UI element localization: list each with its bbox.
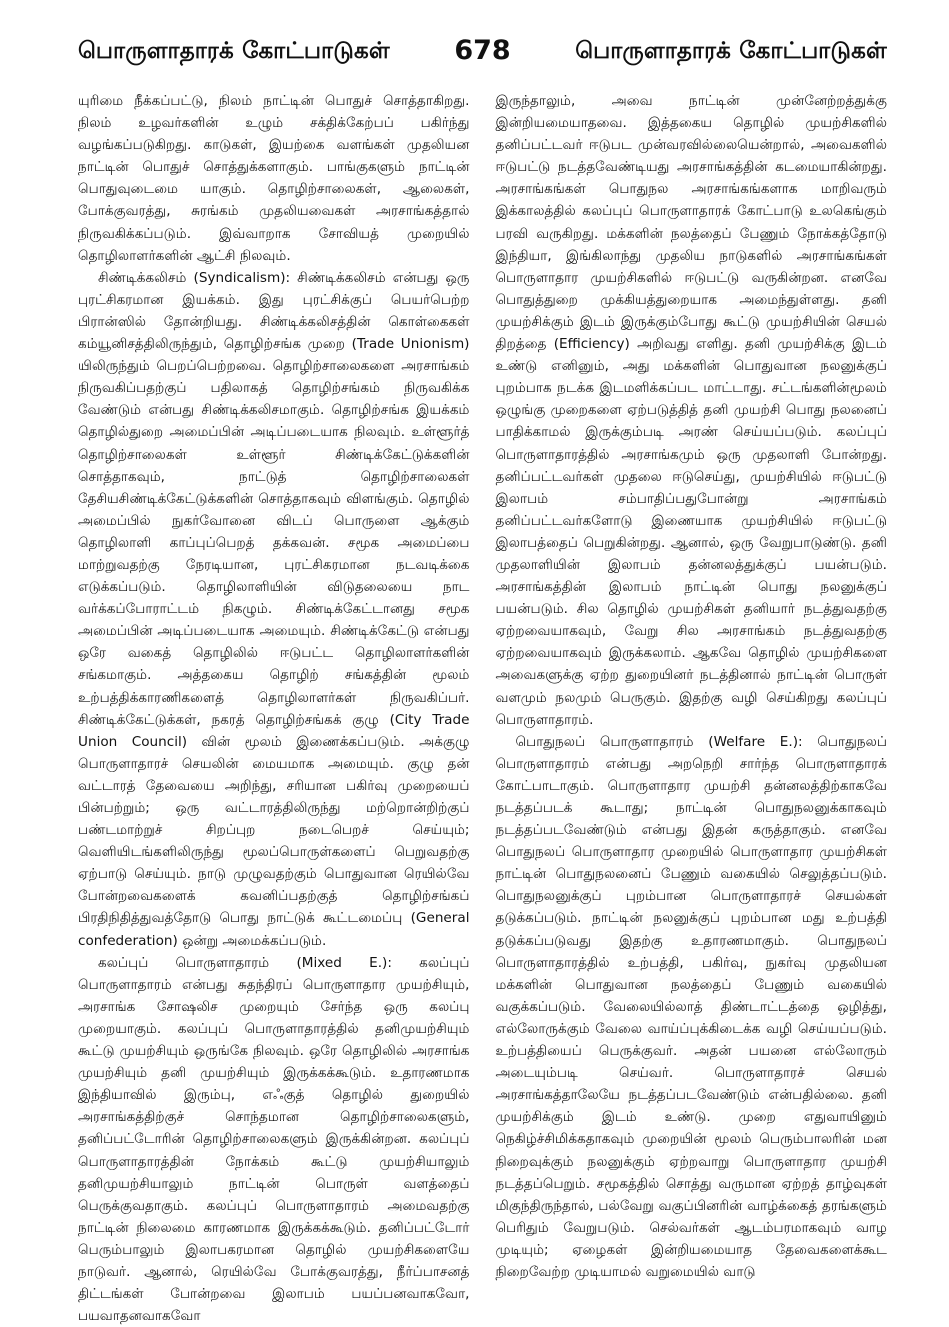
- running-title-left: பொருளாதாரக் கோட்பாடுகள்: [78, 38, 390, 64]
- paragraph-soviet-land: யுரிமை நீக்கப்பட்டு, நிலம் நாட்டின் பொதுச் சொத்தாகிறது. நிலம் உழவர்களின் உழும் சக்திக்கேற்பப் பகிர்ந்து வழங்கப்படுகிறது. காடுகள், இயற்கை வளங்கள் முதலியன நாட்டின் பொதுச் சொத்துக்களாகும். பாங்குகளும் நாட்டின் பொதுவுடைமை யாகும். தொழிற்சாலைகள், ஆலைகள், போக்குவரத்து, சுரங்கம் முதலியவைகள் அரசாங்கத்தால் நிருவகிக்கப்படும். இவ்வாறாக சோவியத் முறையில் தொழிலாளர்களின் ஆட்சி நிலவும்.: [78, 93, 470, 264]
- page-header: [78, 35, 887, 78]
- left-column: [78, 90, 470, 1325]
- right-column: [496, 90, 888, 1301]
- paragraph-welfare-economy: பொதுநலப் பொருளாதாரம் (Welfare E.): பொதுநலப் பொருளாதாரம் என்பது அறநெறி சார்ந்த பொருளாதாரக் கோட்பாடாகும். பொருளாதார முயற்சி தன்னலத்திற்காகவே நடத்தப்படக் கூடாது; நாட்டின் பொதுநலனுக்காகவும் நடத்தப்படவேண்டும் என்பது இதன் கருத்தாகும். எனவே பொதுநலப் பொருளாதார முறையில் பொருளாதார முயற்சிகள் நாட்டின் பொதுநலனைப் பேணும் வகையில் செலுத்தப்படும். பொதுநலனுக்குப் புறம்பான பொருளாதாரச் செயல்கள் தடுக்கப்படும். நாட்டின் நலனுக்குப் புறம்பான மது உற்பத்தி தடுக்கப்படுவது இதற்கு உதாரணமாகும். பொதுநலப் பொருளாதாரத்தில் உற்பத்தி, பகிர்வு, நுகர்வு முதலியன மக்களின் பொதுவான நலத்தைப் பேணும் வகையில் வகுக்கப்படும். வேலையில்லாத் திண்டாட்டத்தை ஒழித்து, எல்லோருக்கும் வேலை வாய்ப்புக்கிடைக்க வழி செய்யப்படும். உற்பத்தியைப் பெருக்குவர். அதன் பயனை எல்லோரும் அடையும்படி செய்வர். பொருளாதாரச் செயல் அரசாங்கத்தாலேயே நடத்தப்படவேண்டும் என்பதில்லை. தனி முயற்சிக்கும் இடம் உண்டு. முறை எதுவாயினும் நெகிழ்ச்சிமிக்கதாகவும் முறையின் மூலம் பெரும்பாலரின் மன நிறைவுக்கும் நலனுக்கும் ஏற்றவாறு பொருளாதார முயற்சி நடத்தப்பெறும். சமூகத்தில் சொத்து வருமான ஏற்றத் தாழ்வுகள் மிகுந்திருந்தால், பல்வேறு வகுப்பினரின் வாழ்க்கைத் தரங்களும் பெரிதும் வேறுபடும். செல்வர்கள் ஆடம்பரமாகவும் வாழ முடியும்; ஏழைகள் இன்றியமையாத தேவைகளைக்கூட நிறைவேற்ற முடியாமல் வறுமையில் வாடு: [495, 733, 887, 1280]
- running-title-right: பொருளாதாரக் கோட்பாடுகள்: [575, 38, 887, 64]
- page-number: 678: [454, 35, 511, 66]
- paragraph-mixed-economy: கலப்புப் பொருளாதாரம் (Mixed E.): கலப்புப் பொருளாதாரம் என்பது சுதந்திரப் பொருளாதார முயற்சியும், அரசாங்க சோஷலிச முறையும் சேர்ந்த ஒரு கலப்பு முறையாகும். கலப்புப் பொருளாதாரத்தில் தனிமுயற்சியும் கூட்டு முயற்சியும் ஒருங்கே நிலவும். ஒரே தொழிலில் அரசாங்க முயற்சியும் தனி முயற்சியும் இருக்கக்கூடும். உதாரணமாக இந்தியாவில் இரும்பு, எஃகுத் தொழில் துறையில் அரசாங்கத்திற்குச் சொந்தமான தொழிற்சாலைகளும், தனிப்பட்டோரின் தொழிற்சாலைகளும் இருக்கின்றன. கலப்புப் பொருளாதாரத்தின் நோக்கம் கூட்டு முயற்சியாலும் தனிமுயற்சியாலும் நாட்டின் பொருள் வளத்தைப் பெருக்குவதாகும். கலப்புப் பொருளாதாரம் அமைவதற்கு நாட்டின் நிலைமை காரணமாக இருக்கக்கூடும். தனிப்பட்டோர் பெரும்பாலும் இலாபகரமான தொழில் முயற்சிகளையே நாடுவர். ஆனால், ரெயில்வே போக்குவரத்து, நீர்ப்பாசனத் திட்டங்கள் போன்றவை இலாபம் பயப்பனவாகவோ, பயவாதனவாகவோ: [78, 954, 470, 1325]
- text-columns: [78, 90, 887, 1325]
- paragraph-syndicalism: சிண்டிக்கலிசம் (Syndicalism): சிண்டிக்கலிசம் என்பது ஒரு புரட்சிகரமான இயக்கம். இது புரட்சிக்குப் பெயர்பெற்ற பிரான்ஸில் தோன்றியது. சிண்டிக்கலிசத்தின் கொள்கைகள் கம்யூனிசத்திலிருந்தும், தொழிற்சங்க முறை (Trade Unionism) யிலிருந்தும் பெறப்பெற்றவை. தொழிற்சாலைகளை அரசாங்கம் நிருவகிப்பதற்குப் பதிலாகத் தொழிற்சங்கம் நிருவகிக்க வேண்டும் என்பது சிண்டிக்கலிசமாகும். தொழிற்சங்க இயக்கம் தொழில்துறை அமைப்பின் அடிப்படையாக நிலவும். உள்ளூர்த் தொழிற்சாலைகள் உள்ளூர் சிண்டிக்கேட்டுக்களின் சொத்தாகவும், நாட்டுத் தொழிற்சாலைகள் தேசியசிண்டிக்கேட்டுக்களின் சொத்தாகவும் விளங்கும். தொழில் அமைப்பில் நுகர்வோனை விடப் பொருளை ஆக்கும் தொழிலாளி காப்புப்பெறத் தக்கவன். சமூக அமைப்பை மாற்றுவதற்கு நேரடியான, புரட்சிகரமான நடவடிக்கை எடுக்கப்படும். தொழிலாளியின் விடுதலையை நாட வர்க்கப்போராட்டம் நிகழும். சிண்டிக்கேட்டானது சமூக அமைப்பின் அடிப்படையாக அமையும். சிண்டிக்கேட்டு என்பது ஒரே வகைத் தொழிலில் ஈடுபட்ட தொழிலாளர்களின் சங்கமாகும். அத்தகைய தொழிற் சங்கத்தின் மூலம் உற்பத்திக்காரணிகளைத் தொழிலாளர்கள் நிருவகிப்பர். சிண்டிக்கேட்டுக்கள், நகரத் தொழிற்சங்கக் குழு (City Trade Union Council) வின் மூலம் இணைக்கப்படும். அக்குழு பொருளாதாரச் செயலின் மையமாக அமையும். குழு தன் வட்டாரத் தேவையை அறிந்து, சரியான பகிர்வு முறையைப் பின்பற்றும்; ஒரு வட்டாரத்திலிருந்து மற்றொன்றிற்குப் பண்டமாற்றுச் சிறப்புற நடைபெறச் செய்யும்; வெளியிடங்களிலிருந்து மூலப்பொருள்களைப் பெறுவதற்கு ஏற்பாடு செய்யும். நாடு முழுவதற்கும் பொதுவான ரெயில்வே போன்றவைகளைக் கவனிப்பதற்குத் தொழிற்சங்கப் பிரதிநிதித்துவத்தோடு பொது நாட்டுக் கூட்டமைப்பு (General confederation) ஒன்று அமைக்கப்படும்.: [78, 269, 470, 949]
- paragraph-mixed-economy-continued: இருந்தாலும், அவை நாட்டின் முன்னேற்றத்துக்கு இன்றியமையாதவை. இத்தகைய தொழில் முயற்சிகளில் தனிப்பட்டவர் ஈடுபட முன்வரவில்லையென்றால், அவைகளில் ஈடுபட்டு நடத்தவேண்டியது அரசாங்கத்தின் கடமையாகின்றது. அரசாங்கங்கள் பொதுநல அரசாங்கங்களாக மாறிவரும் இக்காலத்தில் கலப்புப் பொருளாதாரக் கோட்பாடு உலகெங்கும் பரவி வருகிறது. மக்களின் நலத்தைப் பேணும் நோக்கத்தோடு இந்தியா, இங்கிலாந்து முதலிய நாடுகளில் அரசாங்கங்கள் பொருளாதார முயற்சிகளில் ஈடுபட்டு வருகின்றன. எனவே பொதுத்துறை முக்கியத்துறையாக அமைந்துள்ளது. தனி முயற்சிக்கும் இடம் இருக்கும்போது கூட்டு முயற்சியின் செயல் திறத்தை (Efficiency) அறிவது எளிது. தனி முயற்சிக்கு இடம் உண்டு எனினும், அது மக்களின் பொதுவான நலனுக்குப் புறம்பாக நடக்க இடமளிக்கப்பட மாட்டாது. சட்டங்களின்மூலம் ஒழுங்கு முறைகளை ஏற்படுத்தித் தனி முயற்சி பொது நலனைப் பாதிக்காமல் இருக்கும்படி அரண் செய்யப்படும். கலப்புப் பொருளாதாரத்தில் அரசாங்கமும் ஒரு முதலாளி போன்றது. தனிப்பட்டவர்கள் முதலை ஈடுசெய்து, முயற்சியில் ஈடுபட்டு இலாபம் சம்பாதிப்பதுபோன்று அரசாங்கம் தனிப்பட்டவர்களோடு இணையாக முயற்சியில் ஈடுபட்டு இலாபத்தைப் பெறுகின்றது. ஆனால், ஒரு வேறுபாடுண்டு. தனி முதலாளியின் இலாபம் தன்னலத்துக்குப் பயன்படும். அரசாங்கத்தின் இலாபம் நாட்டின் பொது நலனுக்குப் பயன்படும். சில தொழில் முயற்சிகள் தனியார் நடத்துவதற்கு ஏற்றவையாகவும், வேறு சில அரசாங்கம் நடத்துவதற்கு ஏற்றவையாகவும் இருக்கலாம். ஆகவே தொழில் முயற்சிகளை அவைகளுக்கு ஏற்ற துறையினர் நடத்தினால் நாட்டின் பொருள் வளமும் நலமும் பெருகும். இதற்கு வழி செய்கிறது கலப்புப் பொருளாதாரம்.: [495, 93, 887, 728]
